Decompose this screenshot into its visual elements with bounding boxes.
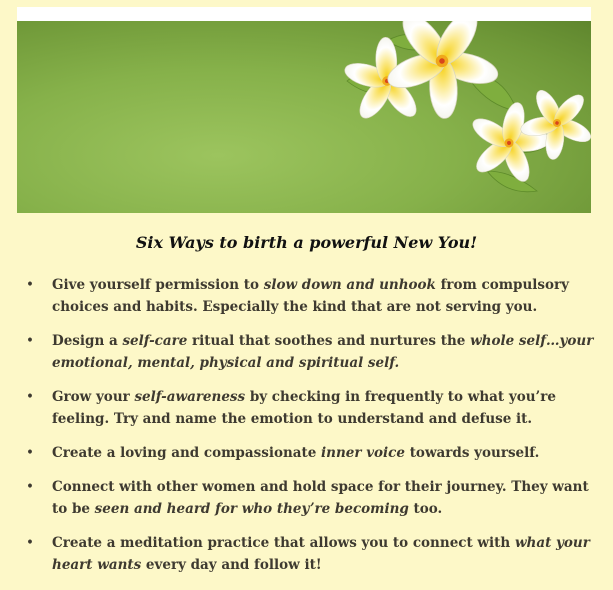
banner-frame [17,7,591,213]
emphasis-text: slow down and unhook [263,277,436,293]
bullet-icon: • [26,479,34,495]
emphasis-text: inner voice [321,445,405,461]
bullet-icon: • [26,333,34,349]
list-item-text: from compulsory choices and habits. Especially the kind that are not serving you. [52,277,569,315]
list-item-text: Give yourself permission to [52,277,264,293]
emphasis-text: self-care [122,333,188,349]
list-item [26,274,598,318]
list-item-text: Design a [52,333,123,349]
bullet-icon: • [26,535,34,551]
tips-list [26,274,598,588]
page-heading: Six Ways to birth a powerful New You! [135,233,478,252]
list-item [26,476,598,520]
bullet-icon: • [26,389,34,405]
bullet-icon: • [26,445,34,461]
list-item-text: Create a loving and compassionate [52,445,322,461]
emphasis-text: self-awareness [134,389,246,405]
list-item-text: ritual that soothes and nurtures the [187,333,471,349]
list-item-text: every day and follow it! [141,557,322,573]
list-item [26,386,598,430]
list-item [26,532,598,576]
list-item-text: too. [408,501,443,517]
emphasis-text: seen and heard for who they’re becoming [94,501,409,517]
emphasis-text: whole self…your emotional, mental, physical and spiritual self. [52,333,594,371]
list-item-text: Grow your [52,389,135,405]
list-item-text: towards yourself. [405,445,540,461]
list-item [26,330,598,374]
list-item [26,442,598,464]
list-item-text: by checking in frequently to what you’re feeling. Try and name the emotion to understand and defuse it. [52,389,556,427]
list-item-text: Create a meditation practice that allows you to connect with [52,535,515,551]
banner-image [17,21,591,213]
bullet-icon: • [26,277,34,293]
plumeria-flowers-icon [17,21,591,213]
list-item-text: Connect with other women and hold space for their journey. They want to be [52,479,589,517]
emphasis-text: what your heart wants [52,535,590,573]
